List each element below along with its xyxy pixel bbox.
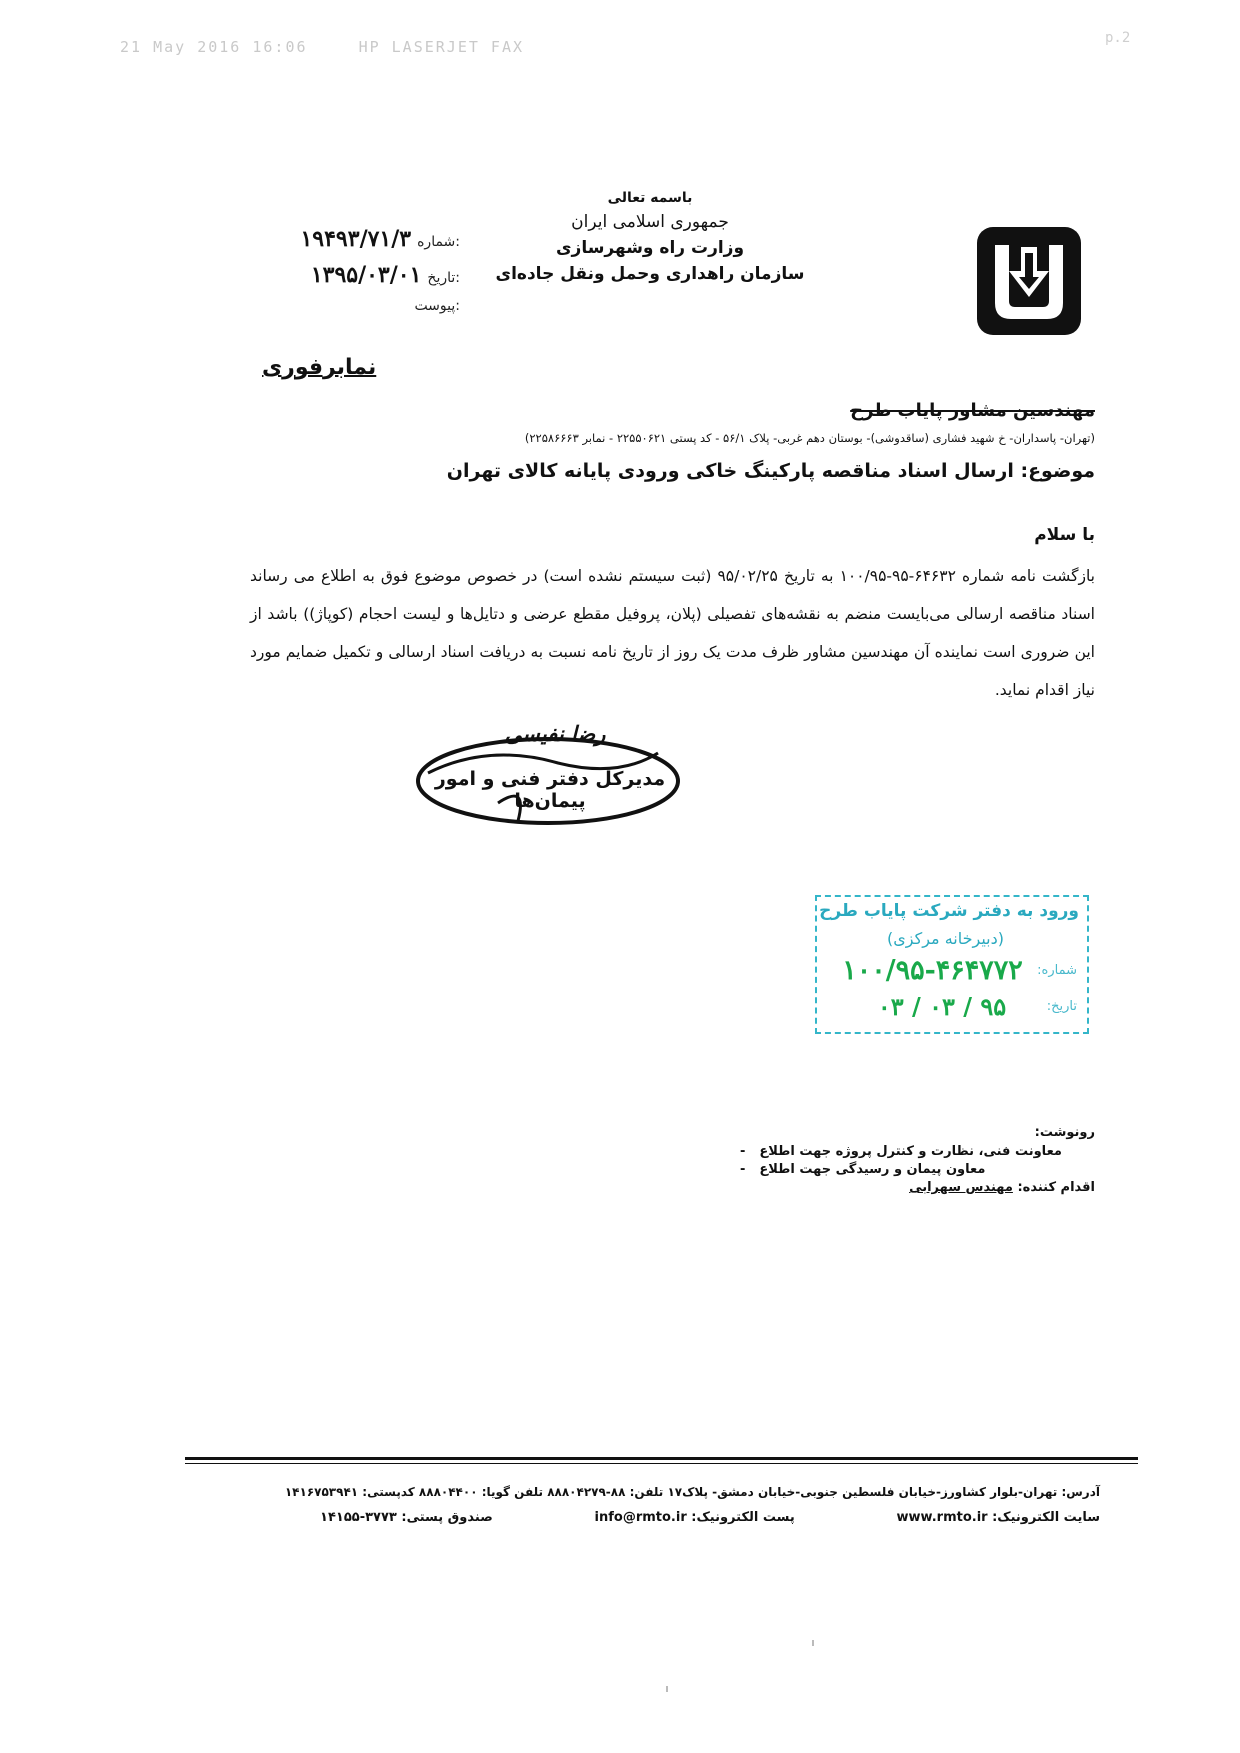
footer-website: سایت الکترونیک: www.rmto.ir xyxy=(896,1510,1100,1525)
greeting: با سلام xyxy=(1034,525,1095,545)
copies-item xyxy=(740,1162,1095,1177)
action-by xyxy=(740,1180,1095,1195)
stamp-number: ۱۰۰/۹۵-۴۶۴۷۷۲ xyxy=(842,955,1023,986)
copies-bullet: - xyxy=(740,1162,746,1177)
republic-name: جمهوری اسلامی ایران xyxy=(571,212,729,232)
copies-item xyxy=(740,1144,1095,1159)
letter-date-label: تاریخ: xyxy=(427,270,460,286)
letter-date: ۱۳۹۵/۰۳/۰۱ xyxy=(310,262,422,288)
recipient: مهندسین مشاور پایاب طرح xyxy=(850,400,1095,421)
footer-contacts xyxy=(320,1510,1100,1525)
organization-name: سازمان راهداری وحمل ونقل جاده‌ای xyxy=(495,264,805,284)
copies-section xyxy=(740,1125,1095,1195)
letter-subject: موضوع: ارسال اسناد مناقصه پارکینگ خاکی ورودی پایانه کالای تهران xyxy=(446,460,1095,482)
scan-speck xyxy=(812,1640,814,1646)
scan-speck xyxy=(666,1686,668,1692)
footer-po-box: صندوق پستی: ۳۷۷۳-۱۴۱۵۵ xyxy=(320,1510,493,1525)
fax-device: HP LASERJET FAX xyxy=(358,38,525,56)
stamp-date-label: تاریخ: xyxy=(1046,999,1077,1014)
letter-number-label: شماره: xyxy=(417,234,460,250)
signatory-title: مدیرکل دفتر فنی و امور پیمان‌ها xyxy=(434,768,666,812)
footer-address: آدرس: تهران-بلوار کشاورز-خیابان فلسطین جنوبی-خیابان دمشق- پلاک۱۷ تلفن: ۸۸-۸۸۸۰۴۲۷۹ تلفن گویا: ۸۸۸۰۴۴۰۰ کدپستی: ۱۴۱۶۷۵۳۹۴۱ xyxy=(284,1485,1100,1499)
copies-item-text: معاون پیمان و رسیدگی جهت اطلاع xyxy=(759,1162,986,1177)
letter-date-row xyxy=(260,262,460,298)
fax-timestamp: 21 May 2016 16:06 xyxy=(120,38,308,56)
organization-logo-icon xyxy=(975,225,1083,337)
footer-divider xyxy=(185,1457,1138,1460)
letterhead xyxy=(480,190,820,290)
stamp-heading: ورود به دفتر شرکت پایاب طرح xyxy=(819,901,1079,921)
stamp-date: ۹۵ / ۰۳ / ۰۳ xyxy=(877,992,1007,1021)
basmala: باسمه تعالی xyxy=(607,190,693,206)
attachment-label: پیوست: xyxy=(414,298,460,314)
copies-item-text: معاونت فنی، نظارت و کنترل پروژه جهت اطلاع xyxy=(759,1144,1062,1159)
stamp-number-label: شماره: xyxy=(1037,963,1077,978)
action-by-person: مهندس سهرابی xyxy=(909,1180,1013,1195)
letter-body: بازگشت نامه شماره ۶۴۶۳۲-۹۵-۱۰۰/۹۵ به تاریخ ۹۵/۰۲/۲۵ (ثبت سیستم نشده است) در خصوص موضوع فوق به اطلاع می رساند اسناد مناقصه ارسالی می‌بایست منضم به نقشه‌های تفصیلی (پلان، پروفیل مقطع عرضی و دتایل‌ها و لیست احجام (کوپاژ)) باشد از این ضروری است نماینده آن مهندسین مشاور ظرف مدت یک روز از تاریخ نامه نسبت به دریافت اسناد ارسالی و تکمیل ضمایم مورد نیاز اقدام نماید. xyxy=(250,567,1095,699)
urgent-fax-title: نمابرفوری xyxy=(262,355,377,380)
footer-email: پست الکترونیک: info@rmto.ir xyxy=(594,1510,795,1525)
ministry-name: وزارت راه وشهرسازی xyxy=(555,238,745,258)
action-by-label: اقدام کننده: xyxy=(1017,1180,1095,1195)
letter-number-row xyxy=(260,226,460,262)
copies-bullet: - xyxy=(740,1144,746,1159)
fax-transmission-header xyxy=(120,38,564,56)
letter-number: ۱۹۴۹۳/۷۱/۳ xyxy=(300,226,412,252)
stamp-subheading: (دبیرخانه مرکزی) xyxy=(887,929,1004,948)
copies-title: رونوشت: xyxy=(1034,1125,1095,1140)
received-stamp xyxy=(815,895,1089,1034)
signatory-name: رضا نفیسی xyxy=(504,722,606,746)
recipient-address: (تهران- پاسداران- خ شهید فشاری (ساقدوشی)- بوستان دهم غربی- پلاک ۵۶/۱ - کد پستی ۲۲۵۵۰۶۲۱ - نمابر ۲۲۵۸۶۶۶۳) xyxy=(524,431,1095,445)
fax-page-number: p.2 xyxy=(1105,30,1131,46)
footer-divider xyxy=(185,1463,1138,1464)
attachment-row xyxy=(260,298,460,334)
letter-meta xyxy=(260,226,460,334)
